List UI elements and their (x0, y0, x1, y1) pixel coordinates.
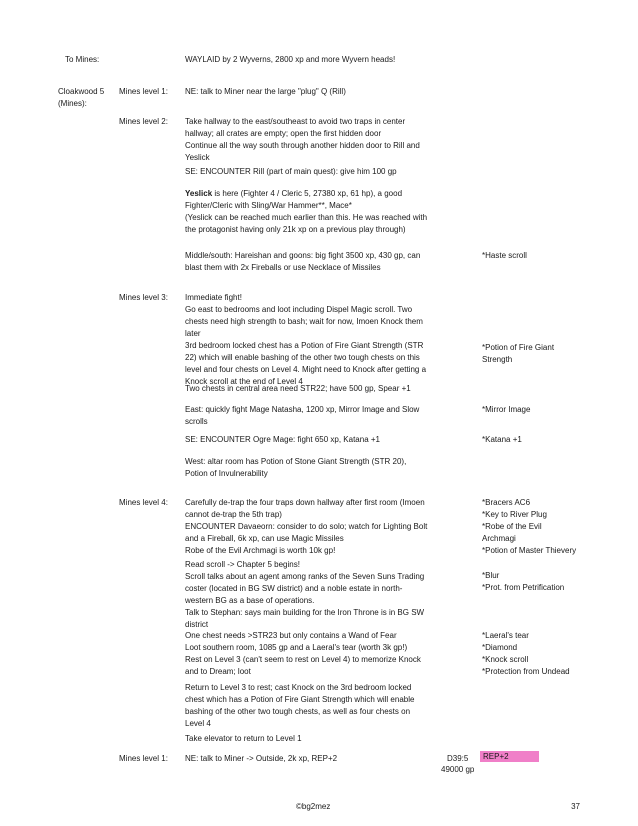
mines-level-2-para-4: Middle/south: Hareishan and goons: big fight 3500 xp, 430 gp, can blast them with 2x Fireballs or use Necklace of Missiles (185, 251, 421, 272)
mines-level-4-para-1: Carefully de-trap the four traps down hallway after first room (Imoen cannot de-trap the 5th trap) ENCOUNTER Davaeorn: consider to do solo; watch for Lighting Bolt and a Fireball, 6k xp, can use Magic Missiles Robe of the Evil Archmagi is worth 10k gp! (185, 498, 428, 555)
mines-level-2-label: Mines level 2: (119, 117, 168, 126)
mines-level-3-para-2: Two chests in central area need STR22; have 500 gp, Spear +1 (185, 384, 411, 393)
mines-level-1-return-label: Mines level 1: (119, 754, 168, 763)
yeslick-details: is here (Fighter 4 / Cleric 5, 27380 xp, 61 hp), a good Fighter/Cleric with Sling/War Hammer**, Mace* (Yeslick can be reached much earlier than this. He was reached with the protagonist having only 21k xp on a previous play through) (185, 189, 428, 234)
mines-level-4-label: Mines level 4: (119, 498, 168, 507)
mines-level-1-return-text: NE: talk to Miner -> Outside, 2k xp, REP+2 (185, 754, 338, 763)
gold-total: 49000 gp (441, 765, 475, 774)
mines-level-4-para-2: Read scroll -> Chapter 5 begins! Scroll talks about an agent among ranks of the Seven Suns Trading coster (located in BG SW district) and a noble estate in north- western BG as a base of operations. Talk to Stephan: says main building for the Iron Throne is in BG SW district (185, 560, 425, 629)
mines-level-3-para-3: East: quickly fight Mage Natasha, 1200 xp, Mirror Image and Slow scrolls (185, 405, 420, 426)
rep-note: REP+2 (480, 751, 539, 762)
to-mines-text: WAYLAID by 2 Wyverns, 2800 xp and more Wyvern heads! (185, 55, 396, 64)
mines-level-4-note-1: *Bracers AC6 *Key to River Plug *Robe of the Evil Archmagi *Potion of Master Thievery (482, 498, 577, 555)
mines-level-2-note: *Haste scroll (482, 251, 527, 260)
mines-level-4-para-3: One chest needs >STR23 but only contains a Wand of Fear Loot southern room, 1085 gp and a Laeral's tear (worth 3k gp!) Rest on Level 3 (can't seem to rest on Level 4) to memorize Knock and to Dream; loot (185, 631, 421, 676)
mines-level-3-para-5: West: altar room has Potion of Stone Giant Strength (STR 20), Potion of Invulnerability (185, 457, 407, 478)
mines-level-3-para-1: Immediate fight! Go east to bedrooms and loot including Dispel Magic scroll. Two chests need high strength to bash; wait for now, Imoen Knock them later 3rd bedroom locked chest has a Potion of Fire Giant Strength (STR 22) which will enable bashing of the other two tough chests on this level and four chests on Level 4. Might need to Knock after getting a Knock scroll at the end of Level 4 (185, 293, 427, 386)
mines-level-1-label: Mines level 1: (119, 87, 168, 96)
mines-level-4-note-3: *Laeral's tear *Diamond *Knock scroll *Protection from Undead (482, 631, 570, 676)
mines-level-2-para-1: Take hallway to the east/southeast to avoid two traps in center hallway; all crates are empty; open the first hidden door Continue all the way south through another hidden door to Rill and Yeslick (185, 117, 420, 162)
mines-level-4-para-4: Return to Level 3 to rest; cast Knock on the 3rd bedroom locked chest which has a Potion of Fire Giant Strength which will enable bashing of the other two tough chests, as well as four chests on Level 4 (185, 683, 415, 728)
mines-level-2-para-2: SE: ENCOUNTER Rill (part of main quest): give him 100 gp (185, 167, 397, 176)
mines-level-2-para-3 (185, 188, 470, 236)
rep-highlight (480, 751, 539, 763)
mines-level-3-para-4: SE: ENCOUNTER Ogre Mage: fight 650 xp, Katana +1 (185, 435, 380, 444)
day-time: D39:5 (447, 754, 469, 763)
mines-level-3-label: Mines level 3: (119, 293, 168, 302)
mines-level-3-note-3: *Mirror Image (482, 405, 531, 414)
mines-level-3-note-1: *Potion of Fire Giant Strength (482, 343, 555, 364)
location-to-mines: To Mines: (65, 55, 100, 64)
mines-level-4-note-2: *Blur *Prot. from Petrification (482, 571, 565, 592)
yeslick-name: Yeslick (185, 189, 213, 198)
location-cloakwood-mines: Cloakwood 5 (Mines): (58, 87, 105, 108)
footer-credit: ©bg2mez (296, 802, 331, 811)
mines-level-3-note-4: *Katana +1 (482, 435, 522, 444)
page-number: 37 (571, 802, 580, 811)
mines-level-4-para-5: Take elevator to return to Level 1 (185, 734, 302, 743)
mines-level-1-text: NE: talk to Miner near the large "plug" Q (Rill) (185, 87, 346, 96)
